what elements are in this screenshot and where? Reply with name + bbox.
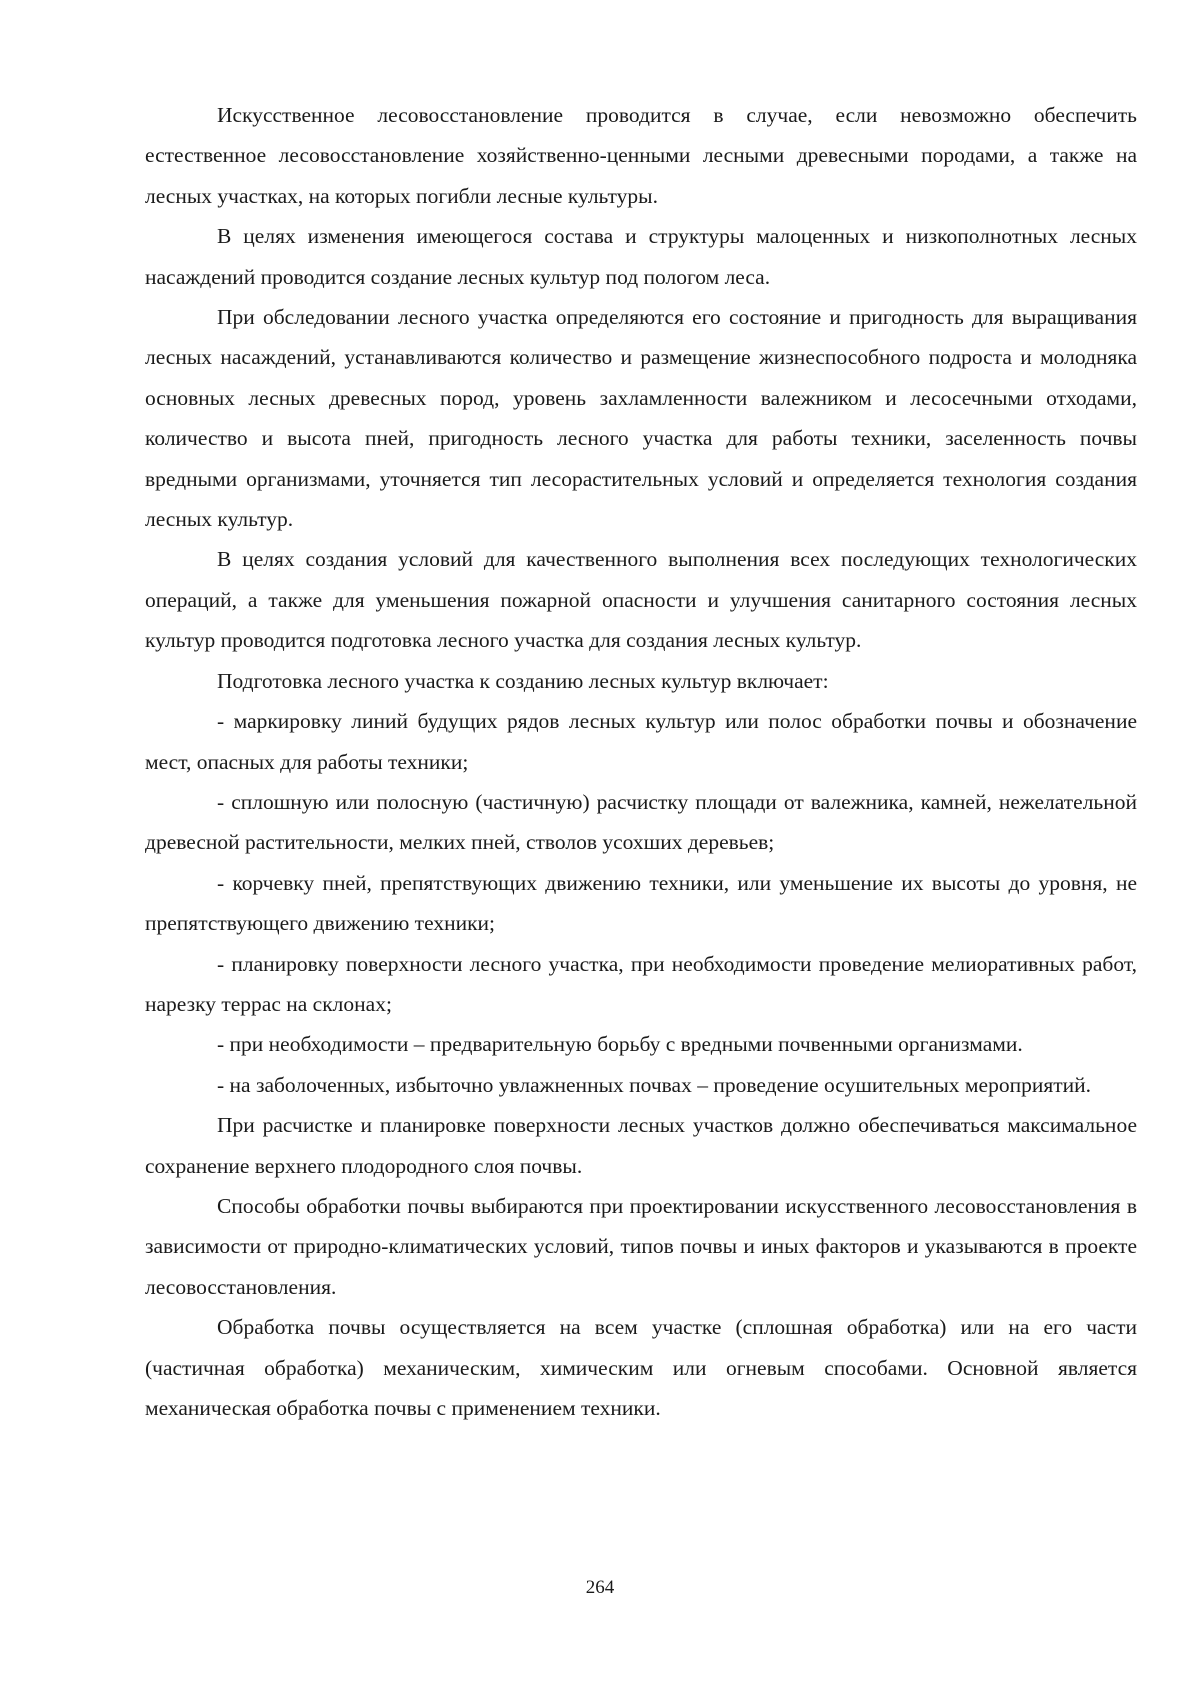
list-item-clearing: - сплошную или полосную (частичную) расчистку площади от валежника, камней, нежелательной древесной растительности, мелких пней, стволов усохших деревьев; [145,789,1137,855]
document-body [145,95,1137,1428]
list-item-drainage: - на заболоченных, избыточно увлажненных почвах – проведение осушительных мероприятий. [217,1072,1092,1097]
page-number: 264 [585,1577,615,1598]
list-item-pest-control: - при необходимости – предварительную борьбу с вредными почвенными организмами. [217,1032,1023,1057]
paragraph-4: В целях создания условий для качественного выполнения всех последующих технологических операций, а также для уменьшения пожарной опасности и улучшения санитарного состояния лесных культур проводится подготовка лесного участка для создания лесных культур. [145,547,1137,653]
paragraph-1: Искусственное лесовосстановление проводится в случае, если невозможно обеспечить естественное лесовосстановление хозяйственно-ценными лесными древесными породами, а также на лесных участках, на которых погибли лесные культуры. [145,103,1137,208]
paragraph-8: Обработка почвы осуществляется на всем участке (сплошная обработка) или на его части (частичная обработка) механическим, химическим или огневым способами. Основной является механическая обработка почвы с применением техники. [145,1315,1137,1420]
list-item-surface-leveling: - планировку поверхности лесного участка, при необходимости проведение мелиоративных работ, нарезку террас на склонах; [145,951,1137,1016]
paragraph-6: При расчистке и планировке поверхности лесных участков должно обеспечиваться максимальное сохранение верхнего плодородного слоя почвы. [145,1113,1137,1178]
paragraph-7: Способы обработки почвы выбираются при проектировании искусственного лесовосстановления в зависимости от природно-климатических условий, типов почвы и иных факторов и указываются в проекте лесовосстановления. [145,1193,1137,1299]
paragraph-2: В целях изменения имеющегося состава и структуры малоценных и низкополнотных лесных насаждений проводится создание лесных культур под пологом леса. [145,224,1137,289]
list-item-stump-removal: - корчевку пней, препятствующих движению техники, или уменьшение их высоты до уровня, не препятствующего движению техники; [145,870,1137,936]
paragraph-3: При обследовании лесного участка определяются его состояние и пригодность для выращивания лесных насаждений, устанавливаются количество и размещение жизнеспособного подроста и молодняка основных лесных древесных пород, уровень захламленности валежником и лесосечными отходами, количество и высота пней, пригодность лесного участка для работы техники, заселенность почвы вредными организмами, уточняется тип лесорастительных условий и определяется технология создания лесных культур. [145,305,1137,532]
list-item-marking: - маркировку линий будущих рядов лесных культур или полос обработки почвы и обозначение мест, опасных для работы техники; [145,709,1137,774]
paragraph-5: Подготовка лесного участка к созданию лесных культур включает: [217,668,829,693]
